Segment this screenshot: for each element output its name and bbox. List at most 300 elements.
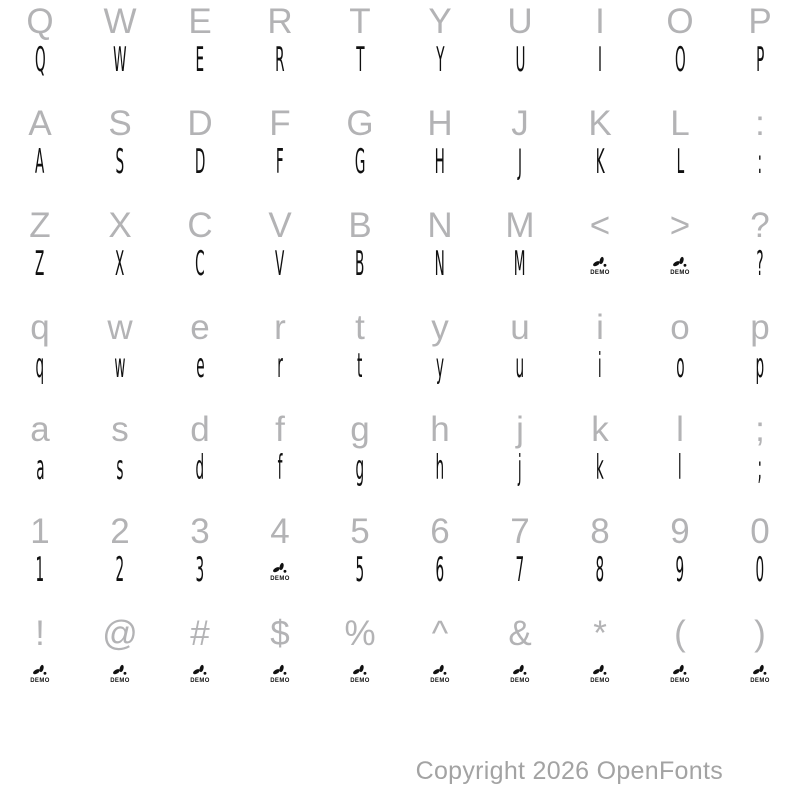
reference-cell (0, 2, 80, 42)
font-glyph: e (195, 346, 205, 386)
font-glyph-cell (560, 446, 640, 490)
reference-cell (160, 206, 240, 246)
font-glyph: I (597, 40, 603, 80)
reference-cell (80, 410, 160, 450)
font-glyph-cell (560, 650, 640, 694)
reference-line (0, 206, 800, 246)
reference-glyph: R (267, 2, 293, 41)
font-glyph-cell (80, 344, 160, 388)
font-glyph-cell (720, 140, 800, 184)
font-glyph: X (115, 244, 125, 284)
reference-glyph: I (595, 2, 605, 41)
font-glyph-cell (320, 140, 400, 184)
font-glyph-cell (80, 38, 160, 82)
fleuron-icon (432, 664, 448, 677)
reference-cell (160, 104, 240, 144)
font-glyph: a (35, 448, 45, 488)
font-glyph: k (596, 448, 604, 488)
reference-line (0, 104, 800, 144)
reference-glyph: 2 (110, 512, 130, 551)
font-glyph-line (0, 38, 800, 82)
reference-glyph: M (505, 206, 535, 245)
font-glyph: u (515, 346, 525, 386)
font-glyph-cell (480, 242, 560, 286)
font-glyph: i (598, 346, 602, 386)
demo-label: DEMO (430, 678, 450, 684)
demo-placeholder-glyph (190, 650, 210, 694)
reference-glyph: X (108, 206, 132, 245)
font-glyph-line (0, 446, 800, 490)
reference-glyph: t (355, 308, 365, 347)
font-glyph: V (275, 244, 285, 284)
font-glyph-cell (160, 140, 240, 184)
reference-cell (480, 512, 560, 552)
font-glyph-cell (720, 650, 800, 694)
reference-cell (320, 206, 400, 246)
demo-label: DEMO (110, 678, 130, 684)
font-glyph: w (114, 346, 126, 386)
font-glyph-cell (240, 650, 320, 694)
reference-cell (720, 308, 800, 348)
font-glyph-cell (480, 38, 560, 82)
reference-line (0, 410, 800, 450)
font-glyph-cell (480, 140, 560, 184)
demo-placeholder-glyph (350, 650, 370, 694)
reference-cell (80, 2, 160, 42)
font-glyph: s (116, 448, 124, 488)
font-glyph: N (434, 244, 446, 284)
reference-cell (80, 512, 160, 552)
reference-glyph: k (591, 410, 609, 449)
font-glyph-cell (560, 242, 640, 286)
reference-glyph: ? (750, 206, 770, 245)
font-glyph-cell (80, 650, 160, 694)
font-glyph-cell (0, 344, 80, 388)
font-glyph: Y (435, 40, 445, 80)
glyph-row (0, 2, 800, 102)
font-glyph: Q (34, 40, 46, 80)
demo-placeholder-glyph (590, 242, 610, 286)
font-glyph: L (676, 142, 684, 182)
font-glyph: y (435, 346, 445, 386)
font-glyph-line (0, 140, 800, 184)
font-glyph-cell (560, 344, 640, 388)
reference-glyph: d (190, 410, 210, 449)
reference-glyph: # (190, 614, 210, 653)
reference-glyph: p (750, 308, 770, 347)
reference-cell (400, 206, 480, 246)
font-glyph: O (674, 40, 686, 80)
fleuron-icon (752, 664, 768, 677)
fleuron-icon (112, 664, 128, 677)
reference-glyph: H (427, 104, 453, 143)
reference-glyph: E (188, 2, 212, 41)
font-glyph: d (195, 448, 205, 488)
font-glyph-cell (400, 140, 480, 184)
reference-cell (320, 104, 400, 144)
reference-cell (0, 206, 80, 246)
reference-cell (240, 512, 320, 552)
reference-cell (640, 104, 720, 144)
reference-cell (640, 614, 720, 654)
reference-cell (480, 206, 560, 246)
reference-glyph: U (507, 2, 533, 41)
reference-glyph: ( (674, 614, 686, 653)
demo-label: DEMO (670, 270, 690, 276)
demo-label: DEMO (590, 678, 610, 684)
fleuron-icon (272, 664, 288, 677)
demo-placeholder-glyph (110, 650, 130, 694)
reference-glyph: 4 (270, 512, 290, 551)
reference-glyph: D (187, 104, 213, 143)
font-glyph: M (514, 244, 526, 284)
font-glyph-cell (240, 140, 320, 184)
reference-glyph: K (588, 104, 612, 143)
font-glyph-cell (560, 38, 640, 82)
reference-cell (640, 2, 720, 42)
reference-glyph: G (346, 104, 374, 143)
reference-cell (480, 104, 560, 144)
reference-cell (0, 614, 80, 654)
font-glyph-line (0, 548, 800, 592)
demo-label: DEMO (590, 270, 610, 276)
reference-glyph: ! (35, 614, 45, 653)
font-glyph-cell (160, 242, 240, 286)
reference-cell (320, 410, 400, 450)
reference-cell (240, 2, 320, 42)
fleuron-icon (592, 664, 608, 677)
demo-label: DEMO (270, 576, 290, 582)
reference-glyph: Q (26, 2, 54, 41)
reference-cell (720, 512, 800, 552)
reference-glyph: r (274, 308, 286, 347)
font-glyph-cell (160, 38, 240, 82)
font-glyph: o (675, 346, 685, 386)
font-glyph-cell (240, 242, 320, 286)
font-glyph-cell (400, 548, 480, 592)
font-glyph: p (755, 346, 765, 386)
reference-cell (80, 308, 160, 348)
reference-glyph: L (670, 104, 690, 143)
reference-cell (240, 410, 320, 450)
font-glyph: q (35, 346, 45, 386)
font-glyph-cell (640, 242, 720, 286)
font-glyph-line (0, 650, 800, 694)
reference-cell (240, 308, 320, 348)
font-glyph-cell (480, 344, 560, 388)
demo-label: DEMO (350, 678, 370, 684)
reference-glyph: e (190, 308, 210, 347)
demo-placeholder-glyph (750, 650, 770, 694)
font-glyph: A (35, 142, 45, 182)
font-glyph-cell (320, 344, 400, 388)
font-glyph-line (0, 242, 800, 286)
reference-glyph: q (30, 308, 50, 347)
reference-cell (160, 2, 240, 42)
font-glyph-cell (640, 650, 720, 694)
demo-label: DEMO (670, 678, 690, 684)
font-glyph: 6 (435, 550, 445, 590)
font-glyph-cell (0, 38, 80, 82)
font-glyph: 8 (595, 550, 605, 590)
reference-glyph: 6 (430, 512, 450, 551)
reference-cell (640, 410, 720, 450)
demo-label: DEMO (510, 678, 530, 684)
reference-cell (640, 512, 720, 552)
reference-glyph: l (676, 410, 684, 449)
font-glyph: ? (756, 244, 764, 284)
reference-glyph: ^ (431, 614, 449, 653)
reference-cell (560, 104, 640, 144)
font-glyph-cell (400, 344, 480, 388)
font-glyph-cell (720, 548, 800, 592)
demo-placeholder-glyph (430, 650, 450, 694)
font-glyph: S (115, 142, 125, 182)
font-glyph-cell (0, 140, 80, 184)
reference-cell (720, 206, 800, 246)
font-glyph: U (515, 40, 525, 80)
reference-cell (400, 512, 480, 552)
font-glyph: 0 (755, 550, 765, 590)
reference-cell (160, 308, 240, 348)
font-glyph-cell (640, 548, 720, 592)
reference-glyph: g (350, 410, 370, 449)
reference-glyph: A (28, 104, 52, 143)
reference-cell (560, 206, 640, 246)
reference-cell (160, 614, 240, 654)
font-glyph-cell (0, 446, 80, 490)
font-glyph-cell (0, 242, 80, 286)
reference-glyph: F (269, 104, 291, 143)
reference-cell (560, 410, 640, 450)
reference-glyph: T (349, 2, 371, 41)
font-glyph-cell (560, 548, 640, 592)
reference-glyph: S (108, 104, 132, 143)
copyright-text: Copyright 2026 OpenFonts (415, 757, 723, 785)
reference-glyph: s (111, 410, 129, 449)
reference-cell (400, 2, 480, 42)
reference-glyph: o (670, 308, 690, 347)
fleuron-icon (672, 256, 688, 269)
font-glyph: 3 (195, 550, 205, 590)
reference-cell (720, 410, 800, 450)
glyph-row (0, 512, 800, 612)
font-glyph-cell (320, 446, 400, 490)
font-glyph-cell (400, 38, 480, 82)
reference-cell (320, 308, 400, 348)
reference-glyph: i (596, 308, 604, 347)
glyph-row (0, 308, 800, 408)
font-glyph-cell (240, 38, 320, 82)
reference-cell (0, 512, 80, 552)
reference-cell (720, 2, 800, 42)
reference-glyph: W (103, 2, 137, 41)
font-glyph-cell (640, 446, 720, 490)
font-glyph: r (277, 346, 283, 386)
font-glyph-cell (720, 344, 800, 388)
font-glyph-cell (320, 242, 400, 286)
reference-line (0, 2, 800, 42)
reference-cell (400, 614, 480, 654)
font-glyph-cell (560, 140, 640, 184)
font-glyph: j (518, 448, 522, 488)
font-glyph: J (517, 142, 523, 182)
reference-glyph: a (30, 410, 50, 449)
reference-glyph: J (511, 104, 529, 143)
reference-cell (0, 104, 80, 144)
fleuron-icon (272, 562, 288, 575)
reference-glyph: V (268, 206, 292, 245)
reference-cell (80, 614, 160, 654)
glyph-row (0, 410, 800, 510)
font-glyph-cell (80, 140, 160, 184)
reference-glyph: % (344, 614, 376, 653)
font-glyph: Z (35, 244, 45, 284)
reference-glyph: * (593, 614, 607, 653)
reference-glyph: > (669, 206, 691, 245)
font-glyph: G (354, 142, 366, 182)
reference-cell (480, 614, 560, 654)
demo-label: DEMO (30, 678, 50, 684)
font-glyph: 9 (675, 550, 685, 590)
font-glyph-cell (0, 548, 80, 592)
font-glyph-cell (80, 242, 160, 286)
font-glyph-cell (720, 242, 800, 286)
font-glyph-cell (400, 242, 480, 286)
reference-cell (320, 614, 400, 654)
reference-glyph: Y (428, 2, 452, 41)
font-glyph: t (357, 346, 363, 386)
reference-cell (240, 614, 320, 654)
reference-glyph: ) (754, 614, 766, 653)
font-glyph-line (0, 344, 800, 388)
demo-placeholder-glyph (270, 650, 290, 694)
reference-cell (0, 410, 80, 450)
reference-cell (320, 512, 400, 552)
reference-cell (480, 2, 560, 42)
glyph-row (0, 614, 800, 714)
reference-glyph: : (755, 104, 765, 143)
demo-placeholder-glyph (670, 242, 690, 286)
reference-glyph: 7 (510, 512, 530, 551)
reference-cell (560, 2, 640, 42)
font-glyph: H (434, 142, 446, 182)
reference-cell (240, 206, 320, 246)
reference-cell (560, 308, 640, 348)
reference-glyph: 8 (590, 512, 610, 551)
reference-cell (480, 308, 560, 348)
font-glyph: D (194, 142, 206, 182)
font-glyph-cell (160, 446, 240, 490)
fleuron-icon (512, 664, 528, 677)
reference-cell (400, 410, 480, 450)
reference-cell (160, 410, 240, 450)
font-glyph-cell (240, 548, 320, 592)
font-glyph: R (275, 40, 285, 80)
font-glyph-cell (400, 650, 480, 694)
reference-cell (400, 104, 480, 144)
font-glyph-cell (640, 38, 720, 82)
font-glyph: : (757, 142, 763, 182)
reference-glyph: j (516, 410, 524, 449)
reference-cell (160, 512, 240, 552)
font-glyph-cell (320, 38, 400, 82)
fleuron-icon (32, 664, 48, 677)
font-glyph-cell (160, 344, 240, 388)
reference-cell (400, 308, 480, 348)
reference-glyph: & (508, 614, 532, 653)
font-glyph: 7 (515, 550, 525, 590)
reference-glyph: C (187, 206, 213, 245)
font-glyph-cell (0, 650, 80, 694)
demo-label: DEMO (190, 678, 210, 684)
reference-glyph: 5 (350, 512, 370, 551)
reference-cell (0, 308, 80, 348)
reference-glyph: 0 (750, 512, 770, 551)
font-glyph-cell (640, 344, 720, 388)
demo-placeholder-glyph (590, 650, 610, 694)
font-glyph-cell (480, 650, 560, 694)
reference-glyph: 3 (190, 512, 210, 551)
font-glyph-cell (240, 446, 320, 490)
font-glyph: B (355, 244, 365, 284)
demo-label: DEMO (270, 678, 290, 684)
reference-cell (80, 206, 160, 246)
demo-placeholder-glyph (670, 650, 690, 694)
reference-cell (480, 410, 560, 450)
font-glyph-cell (320, 548, 400, 592)
demo-placeholder-glyph (30, 650, 50, 694)
reference-glyph: Z (29, 206, 51, 245)
font-glyph-cell (480, 548, 560, 592)
reference-cell (720, 104, 800, 144)
glyph-row (0, 104, 800, 204)
font-glyph-cell (640, 140, 720, 184)
font-glyph: K (595, 142, 605, 182)
font-glyph: 2 (115, 550, 125, 590)
font-glyph: l (678, 448, 682, 488)
font-glyph-cell (320, 650, 400, 694)
reference-cell (240, 104, 320, 144)
fleuron-icon (672, 664, 688, 677)
reference-glyph: P (748, 2, 772, 41)
reference-cell (560, 614, 640, 654)
reference-glyph: ; (755, 410, 765, 449)
font-glyph-cell (160, 650, 240, 694)
demo-placeholder-glyph (270, 548, 290, 592)
font-glyph: f (277, 448, 283, 488)
font-glyph: C (195, 244, 205, 284)
reference-glyph: $ (270, 614, 290, 653)
reference-line (0, 308, 800, 348)
demo-placeholder-glyph (510, 650, 530, 694)
reference-glyph: u (510, 308, 530, 347)
font-glyph-cell (720, 446, 800, 490)
font-glyph-cell (80, 446, 160, 490)
reference-cell (720, 614, 800, 654)
reference-glyph: @ (102, 614, 138, 653)
font-glyph: P (755, 40, 765, 80)
font-glyph: 5 (355, 550, 365, 590)
font-glyph: W (113, 40, 127, 80)
font-glyph-cell (480, 446, 560, 490)
fleuron-icon (192, 664, 208, 677)
font-glyph-cell (400, 446, 480, 490)
reference-glyph: w (107, 308, 133, 347)
reference-cell (80, 104, 160, 144)
reference-line (0, 614, 800, 654)
demo-label: DEMO (750, 678, 770, 684)
